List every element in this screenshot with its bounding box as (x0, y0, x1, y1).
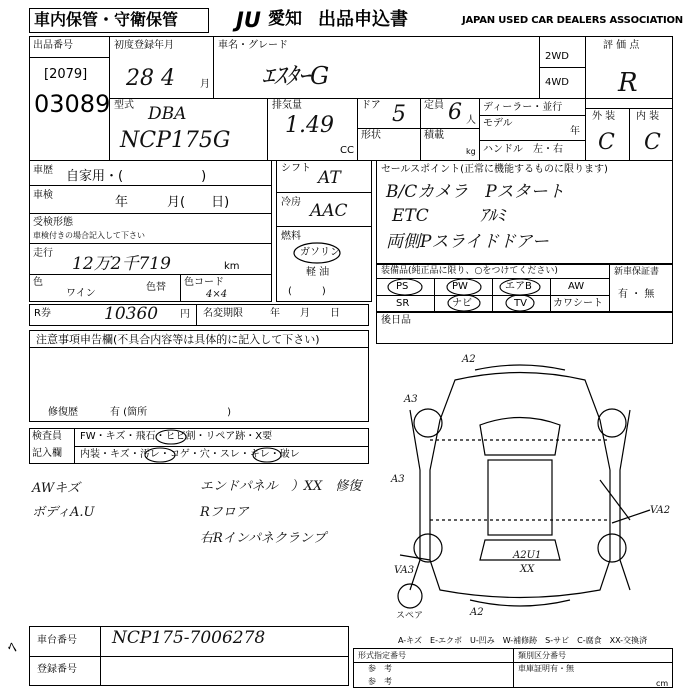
note-right-1: エンドパネル ）XX 修復 (200, 479, 362, 494)
color-code-value: 4×4 (206, 289, 228, 300)
km-unit: km (224, 261, 240, 272)
mark-a2u1: A2U1 (513, 550, 542, 561)
model-year-label: モデル (483, 118, 513, 129)
exterior-label: 外 装 (592, 111, 616, 122)
dealer-label: ディーラー・並行 (483, 102, 563, 113)
mark-xx: XX (520, 564, 535, 575)
shift-label: シフト (281, 163, 311, 174)
note-right-2: Rフロア (200, 505, 249, 520)
name-change-value: 年 月 日 (270, 308, 340, 319)
ac-value: AAC (310, 201, 348, 221)
mark-a3-front: A3 (404, 394, 418, 405)
note-left-2: ボディA.U (32, 505, 95, 520)
selling-points-label: セールスポイント(正常に機能するものに限ります) (381, 164, 608, 175)
equip-sr: SR (396, 298, 410, 309)
after-label: 後日品 (381, 315, 411, 326)
equip-leather: カワシート (553, 298, 603, 309)
lot-number: 03089 (34, 90, 111, 118)
inspector-row-1: FW・キズ・飛石・ヒビ割・リペア跡・X要 (80, 431, 273, 442)
kg-unit: kg (466, 147, 476, 156)
equip-airbag: エアB (505, 281, 532, 292)
equip-pw: PW (452, 281, 468, 292)
inspection-value: 年 月( 日) (115, 195, 230, 210)
chassis-label: 車台番号 (37, 635, 77, 646)
rating-value: R (618, 68, 638, 98)
spare-label: スペア (396, 611, 424, 621)
registration-label: 登録番号 (37, 664, 77, 675)
person-unit: 人 (466, 115, 476, 126)
month-char: 月 (200, 79, 210, 90)
first-reg-label: 初度登録年月 (114, 40, 174, 51)
notes-label: 注意事項申告欄(不具合内容等は具体的に記入して下さい) (36, 333, 320, 346)
color-swap-label: 色替 (146, 282, 166, 293)
name-grade-label: 車名・グレード (218, 40, 288, 51)
fuel-diesel: 軽 油 (306, 267, 330, 278)
history-value: 自家用・( ) (66, 169, 207, 184)
inspection-label: 車検 (33, 190, 53, 201)
inspector-row-2: 内装・キズ・汚レ・コゲ・穴・スレ・キレ・破レ (80, 449, 300, 460)
equip-tv: TV (514, 298, 527, 309)
drive-4wd: 4WD (545, 77, 569, 88)
mark-va3: VA3 (394, 565, 415, 576)
equip-ps: PS (396, 281, 409, 292)
fuel-label: 燃料 (281, 231, 301, 242)
logo-region: 愛知 (268, 9, 302, 29)
doors-value: 5 (392, 102, 406, 127)
year-unit: 年 (570, 126, 580, 137)
repair-label: 修復歴 (48, 407, 78, 418)
name-change-label: 名変期限 (203, 308, 243, 319)
lot-sub-number: [2079] (44, 67, 88, 82)
fuel-paren: ( ) (288, 286, 326, 297)
chassis-value: NCP175-7006278 (112, 628, 266, 648)
equip-navi: ナビ (452, 298, 472, 309)
fuel-gas: ガソリン (300, 247, 340, 258)
inspector-label-2: 記入欄 (32, 448, 62, 459)
storage-label: 車内保管・守衛保管 (34, 10, 179, 29)
repair-value: 有 (箇所 ) (110, 407, 231, 418)
margin-mark: ﾍ (8, 638, 17, 658)
interior-value: C (644, 130, 661, 155)
ju-logo: JU (236, 8, 261, 32)
selling-point-3: 両側Pスライドドアー (386, 232, 549, 252)
color-label: 色 (33, 277, 43, 288)
interior-label: 内 装 (636, 111, 660, 122)
mark-va2: VA2 (650, 505, 671, 516)
equipment-label: 装備品(純正品に限り、○をつけてください) (381, 266, 558, 276)
inspector-label: 検査員 (32, 431, 62, 442)
new-warranty-value: 有 ・ 無 (618, 289, 655, 300)
mileage-value: 12万2千719 (72, 254, 171, 274)
rating-label: 評 価 点 (603, 40, 640, 51)
bottom-ref1: 参 考 (368, 664, 392, 673)
form-title: 出品申込書 (318, 9, 408, 30)
damage-legend: A-キズ E-エクボ U-凹み W-補修跡 S-サビ C-腐食 XX-交換済 (398, 636, 648, 645)
accepted-note: 車検付きの場合記入して下さい (33, 231, 145, 240)
selling-point-2: ETC ｱﾙﾐ (392, 206, 506, 226)
exterior-value: C (598, 130, 615, 155)
doors-label: ドア (361, 100, 381, 111)
type-value: NCP175G (120, 128, 231, 153)
note-left-1: AWキズ (32, 481, 80, 496)
capacity-value: 6 (448, 100, 462, 125)
type-prefix: DBA (148, 104, 187, 124)
shift-value: AT (318, 168, 341, 188)
capacity-label: 定員 (424, 100, 444, 111)
car-name-value: ｴｽﾀｰG (262, 62, 330, 90)
displacement-label: 排気量 (272, 100, 302, 111)
mark-a2-top: A2 (462, 354, 476, 365)
yen-unit: 円 (180, 309, 190, 320)
color-code-label: 色コード (184, 277, 224, 288)
selling-point-1: B/Cカメラ Pスタート (386, 182, 565, 202)
cc-unit: CC (340, 145, 354, 156)
bottom-col2: 類別区分番号 (518, 651, 566, 660)
color-value: ワイン (66, 288, 96, 299)
lot-label: 出品番号 (33, 40, 73, 51)
shape-label: 形状 (361, 130, 381, 141)
bottom-col1: 形式指定番号 (358, 651, 406, 660)
bottom-ref2: 車庫証明有・無 (518, 664, 574, 673)
ac-label: 冷房 (281, 197, 301, 208)
mark-a3-left: A3 (391, 474, 405, 485)
r-ticket-label: R券 (34, 308, 51, 319)
load-label: 積載 (424, 130, 444, 141)
drive-2wd: 2WD (545, 51, 569, 62)
mark-a2-bottom: A2 (470, 607, 484, 618)
mileage-label: 走行 (33, 248, 53, 259)
type-label: 型式 (114, 100, 134, 111)
note-right-3: 右Rインパネクランプ (200, 531, 326, 546)
r-ticket-value: 10360 (104, 304, 159, 324)
new-warranty-label: 新車保証書 (614, 267, 660, 277)
equip-aw: AW (568, 281, 585, 292)
displacement-value: 1.49 (285, 113, 334, 138)
accepted-label: 受検形態 (33, 217, 73, 228)
history-label: 車歴 (33, 165, 53, 176)
bottom-cm: cm (656, 679, 669, 688)
bottom-ref3: 参 考 (368, 677, 392, 686)
association-name: JAPAN USED CAR DEALERS ASSOCIATION (462, 15, 683, 26)
first-reg-value: 28 4 (126, 66, 175, 91)
handle-label: ハンドル 左・右 (483, 144, 563, 155)
